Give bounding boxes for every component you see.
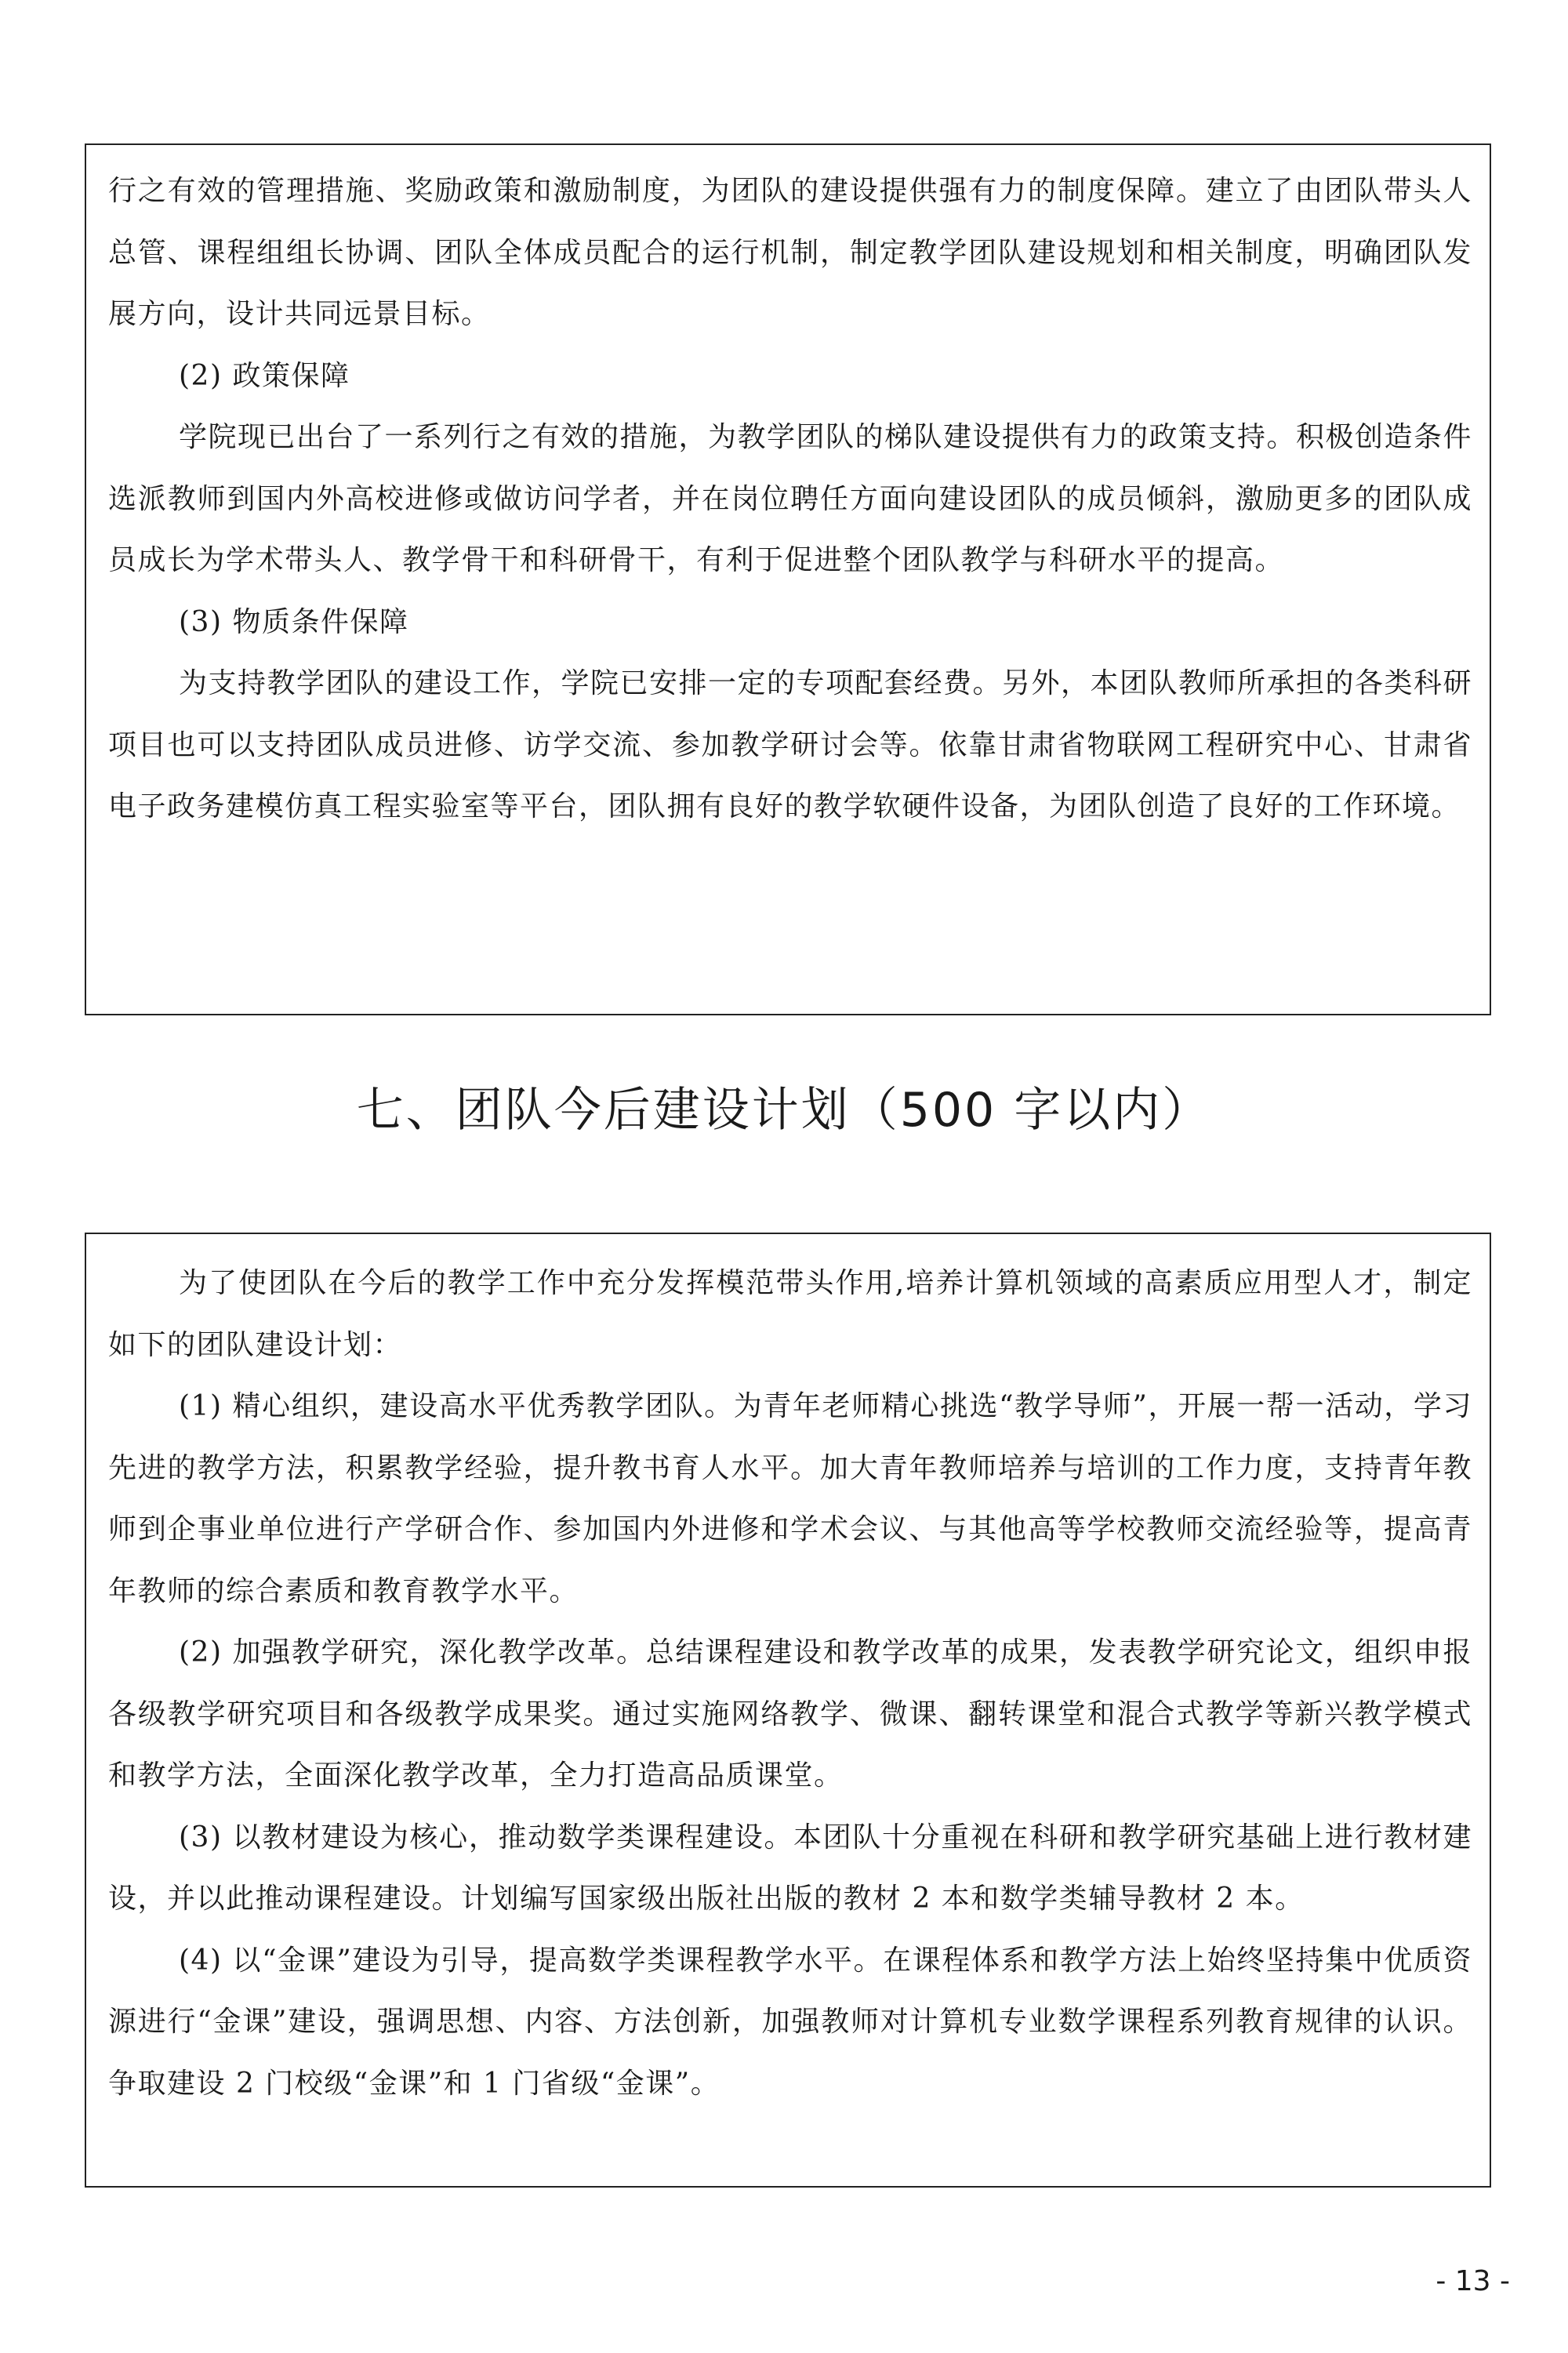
plan-item-3: (3) 以教材建设为核心，推动数学类课程建设。本团队十分重视在科研和教学研究基础上进行教材建设，并以此推动课程建设。计划编写国家级出版社出版的教材 2 本和数学类辅导教材 2 本。: [108, 1821, 1472, 1915]
plan-item-1: (1) 精心组织，建设高水平优秀教学团队。为青年老师精心挑选“教学导师”，开展一帮一活动，学习先进的教学方法，积累教学经验，提升教书育人水平。加大青年教师培养与培训的工作力度，支持青年教师到企事业单位进行产学研合作、参加国内外进修和学术会议、与其他高等学校教师交流经验等，提高青年教师的综合素质和教育教学水平。: [108, 1390, 1472, 1607]
section7-heading: 七、团队今后建设计划（500 字以内）: [356, 1083, 1212, 1138]
paragraph: 为支持教学团队的建设工作，学院已安排一定的专项配套经费。另外，本团队教师所承担的各类科研项目也可以支持团队成员进修、访学交流、参加教学研讨会等。依靠甘肃省物联网工程研究中心、甘肃省电子政务建模仿真工程实验室等平台，团队拥有良好的教学软硬件设备，为团队创造了良好的工作环境。: [108, 667, 1473, 822]
paragraph: 为了使团队在今后的教学工作中充分发挥模范带头作用,培养计算机领域的高素质应用型人才，制定如下的团队建设计划：: [108, 1267, 1472, 1361]
plan-item-2: (2) 加强教学研究，深化教学改革。总结课程建设和教学改革的成果，发表教学研究论文，组织申报各级教学研究项目和各级教学成果奖。通过实施网络教学、微课、翻转课堂和混合式教学等新兴教学模式和教学方法，全面深化教学改革，全力打造高品质课堂。: [108, 1636, 1472, 1792]
section7-plan-box: [85, 1233, 1491, 2188]
section6-continued-box: [85, 143, 1491, 1015]
paragraph: 行之有效的管理措施、奖励政策和激励制度，为团队的建设提供强有力的制度保障。建立了由团队带头人总管、课程组组长协调、团队全体成员配合的运行机制，制定教学团队建设规划和相关制度，明确团队发展方向，设计共同远景目标。: [108, 175, 1472, 330]
subheading-policy-support: (2) 政策保障: [179, 359, 350, 392]
page-number: - 13 -: [1436, 2265, 1510, 2297]
plan-item-4: (4) 以“金课”建设为引导，提高数学类课程教学水平。在课程体系和教学方法上始终坚持集中优质资源进行“金课”建设，强调思想、内容、方法创新，加强教师对计算机专业数学课程系列教育规律的认识。争取建设 2 门校级“金课”和 1 门省级“金课”。: [108, 1944, 1472, 2100]
subheading-material-support: (3) 物质条件保障: [179, 605, 409, 638]
paragraph: 学院现已出台了一系列行之有效的措施，为教学团队的梯队建设提供有力的政策支持。积极创造条件选派教师到国内外高校进修或做访问学者，并在岗位聘任方面向建设团队的成员倾斜，激励更多的团队成员成长为学术带头人、教学骨干和科研骨干，有利于促进整个团队教学与科研水平的提高。: [108, 421, 1473, 576]
